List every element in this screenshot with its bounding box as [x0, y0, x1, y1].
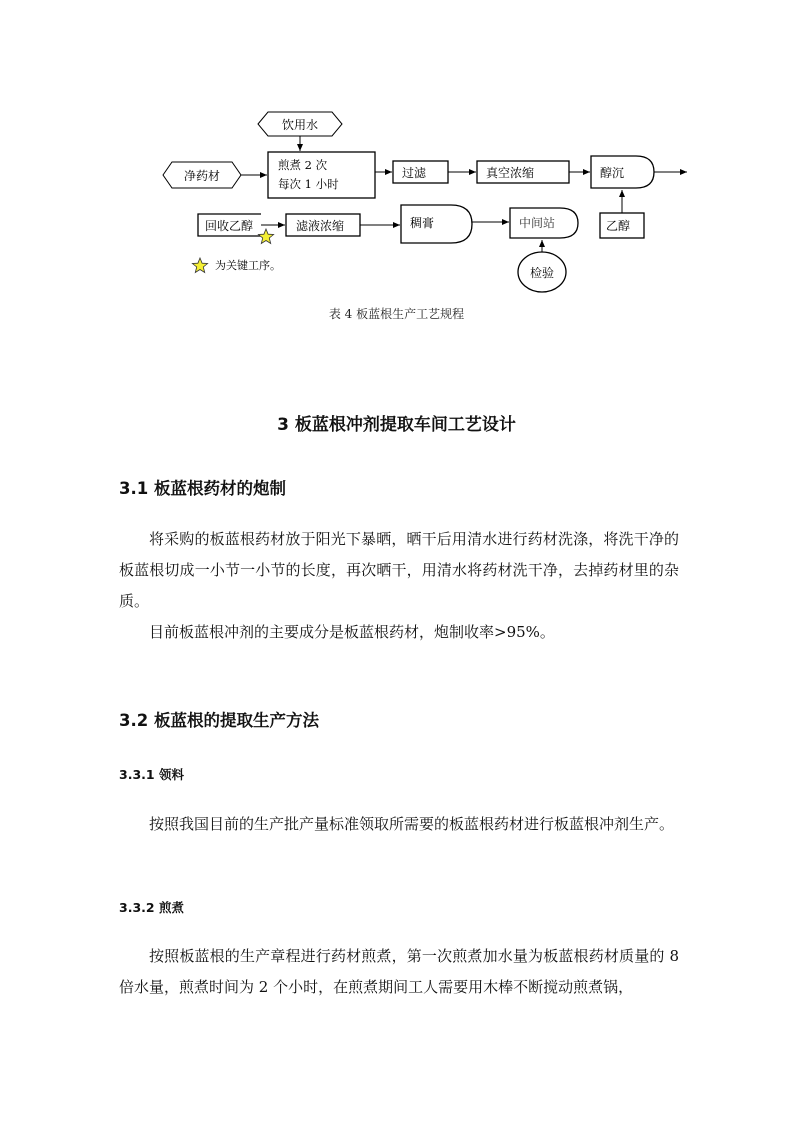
figure-caption: 表 4 板蓝根生产工艺规程	[328, 307, 465, 321]
legend-star-icon	[192, 258, 207, 273]
svg-text:回收乙醇: 回收乙醇	[205, 219, 254, 233]
node-recover-ethanol	[198, 214, 261, 236]
svg-text:净药材: 净药材	[183, 169, 221, 183]
node-drinking-water	[258, 112, 342, 136]
svg-text:检验: 检验	[529, 266, 555, 280]
paragraph-processing: 将采购的板蓝根药材放于阳光下暴晒，晒干后用清水进行药材洗涤，将洗干净的板蓝根切成一小节一小节的长度，再次晒干，用清水将药材洗干净，去掉药材里的杂质。	[119, 530, 679, 610]
svg-text:煎煮 2 次: 煎煮 2 次	[278, 158, 328, 172]
subsubsection-3-3-1-title: 3.3.1 领料	[119, 767, 184, 782]
svg-text:中间站: 中间站	[519, 216, 556, 230]
node-inspection	[518, 252, 566, 292]
svg-text:过滤: 过滤	[402, 166, 427, 180]
paragraph-decoction: 按照板蓝根的生产章程进行药材煎煮，第一次煎煮加水量为板蓝根药材质量的 8 倍水量，煎煮时间为 2 个小时，在煎煮期间工人需要用木棒不断搅动煎煮锅，	[119, 947, 679, 996]
svg-text:饮用水: 饮用水	[281, 118, 319, 132]
svg-text:真空浓缩: 真空浓缩	[486, 166, 535, 180]
section-title: 3 板蓝根冲剂提取车间工艺设计	[277, 415, 516, 435]
node-filter	[393, 161, 448, 183]
svg-text:每次 1 小时: 每次 1 小时	[278, 177, 339, 191]
node-alcohol-precipitation	[591, 156, 654, 188]
subsubsection-3-3-2-title: 3.3.2 煎煮	[119, 900, 184, 915]
legend-text: 为关键工序。	[215, 259, 281, 272]
node-ethanol	[600, 213, 644, 238]
node-intermediate-station	[510, 208, 578, 238]
svg-text:醇沉: 醇沉	[600, 166, 625, 180]
node-filtrate-concentration	[286, 214, 360, 236]
node-vacuum-concentration	[477, 161, 569, 183]
subsection-3-2-title: 3.2 板蓝根的提取生产方法	[119, 711, 319, 730]
svg-text:稠膏: 稠膏	[410, 216, 435, 230]
paragraph-material-receiving: 按照我国目前的生产批产量标准领取所需要的板蓝根药材进行板蓝根冲剂生产。	[149, 815, 675, 833]
subsection-3-1-title: 3.1 板蓝根药材的炮制	[119, 479, 286, 498]
paragraph-yield: 目前板蓝根冲剂的主要成分是板蓝根药材，炮制收率>95%。	[149, 623, 555, 641]
process-flowchart	[0, 0, 793, 300]
svg-text:滤液浓缩: 滤液浓缩	[296, 219, 345, 233]
node-clean-herb	[163, 162, 241, 188]
node-decoction	[268, 152, 375, 198]
node-thick-paste	[401, 205, 472, 243]
svg-text:乙醇: 乙醇	[606, 219, 631, 233]
key-process-star-icon	[258, 229, 273, 244]
